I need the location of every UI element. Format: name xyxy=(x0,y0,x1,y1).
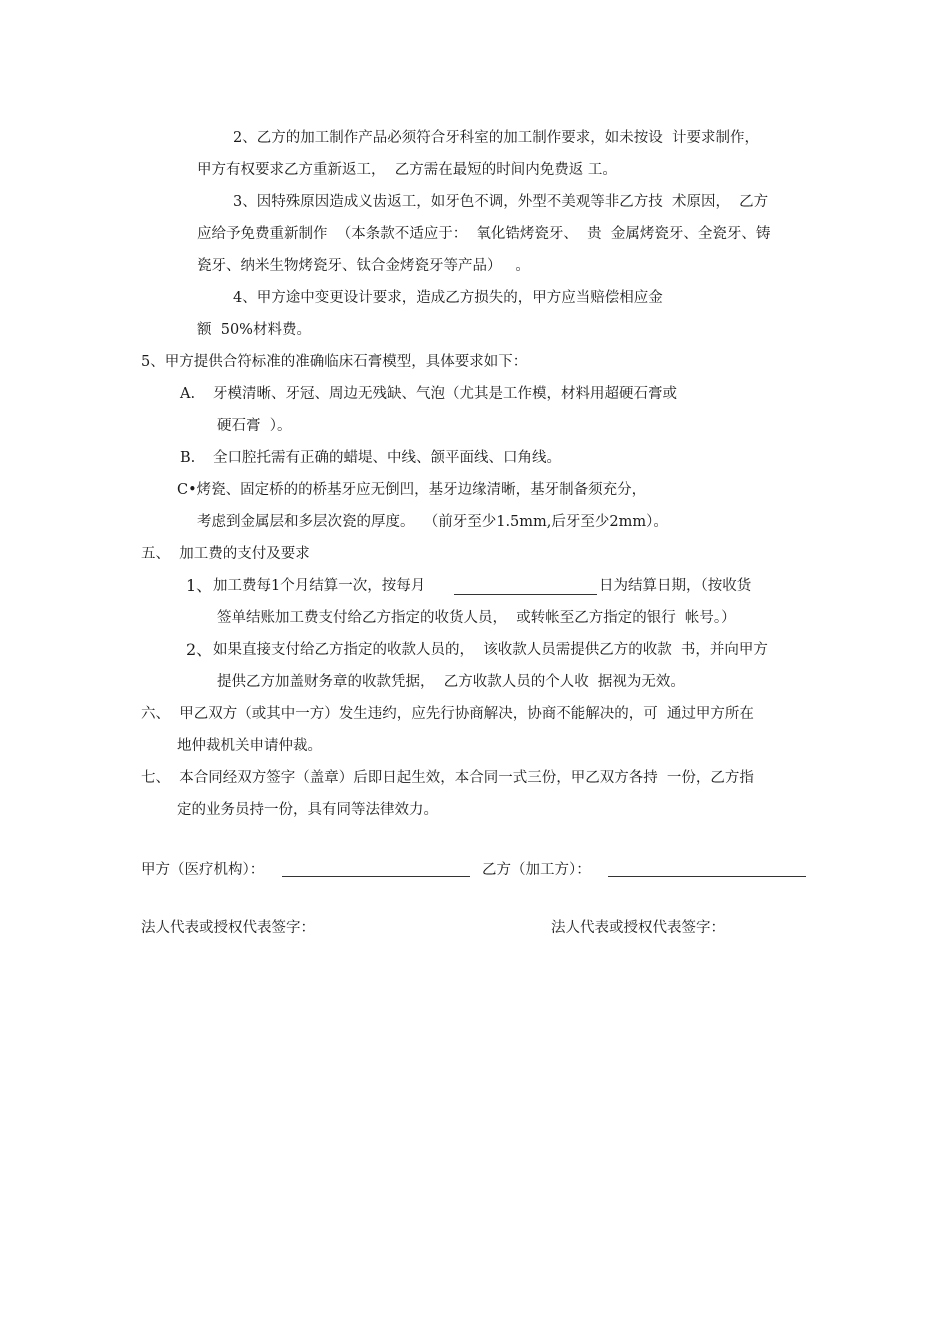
item-a-line-1: 牙模清晰、牙冠、周边无残缺、气泡（尤其是工作模，材料用超硬石膏或 xyxy=(213,386,677,402)
party-a-signature-line[interactable] xyxy=(282,876,470,877)
section-5-heading: 五、 加工费的支付及要求 xyxy=(141,546,310,562)
clause-3-line-3: 瓷牙、纳米生物烤瓷牙、钛合金烤瓷牙等产品） 。 xyxy=(197,258,530,274)
item-c-line-1: C•烤瓷、固定桥的的桥基牙应无倒凹，基牙边缘清晰，基牙制备须充分， xyxy=(177,482,647,498)
clause-4-line-2: 额 50%材料费。 xyxy=(197,322,311,338)
item-b-line-1: 全口腔托需有正确的蜡堤、中线、颌平面线、口角线。 xyxy=(213,450,561,466)
party-a-representative-label: 法人代表或授权代表签字： xyxy=(141,920,315,936)
payment-item-1-line-2: 签单结账加工费支付给乙方指定的收货人员， 或转帐至乙方指定的银行 帐号。） xyxy=(217,610,736,626)
payment-item-1-line-1-end: 日为结算日期，（按收货 xyxy=(599,578,752,594)
item-a-line-2: 硬石膏 ）。 xyxy=(217,418,292,434)
clause-4-line-1: 4、甲方途中变更设计要求，造成乙方损失的，甲方应当赔偿相应金 xyxy=(233,290,663,306)
payment-item-2-line-2: 提供乙方加盖财务章的收款凭据， 乙方收款人员的个人收 据视为无效。 xyxy=(217,674,685,690)
settlement-day-blank[interactable] xyxy=(454,594,597,595)
party-a-label: 甲方（医疗机构）： xyxy=(141,862,265,878)
clause-3-line-1: 3、因特殊原因造成义齿返工，如牙色不调，外型不美观等非乙方技 术原因， 乙方 xyxy=(233,194,769,210)
item-b-marker: B. xyxy=(180,450,196,466)
section-7-line-2: 定的业务员持一份，具有同等法律效力。 xyxy=(177,802,438,818)
clause-2-line-2: 甲方有权要求乙方重新返工， 乙方需在最短的时间内免费返 工。 xyxy=(197,162,617,178)
party-b-label: 乙方（加工方）： xyxy=(482,862,591,878)
payment-item-2-number: 2、 xyxy=(186,640,213,659)
payment-item-1-line-1: 加工费每1个月结算一次，按每月 xyxy=(213,578,426,594)
party-b-representative-label: 法人代表或授权代表签字： xyxy=(551,920,725,936)
section-6-line-2: 地仲裁机关申请仲裁。 xyxy=(177,738,322,754)
payment-item-2-line-1: 如果直接支付给乙方指定的收款人员的， 该收款人员需提供乙方的收款 书，并向甲方 xyxy=(213,642,768,658)
section-6-line-1: 六、 甲乙双方（或其中一方）发生违约，应先行协商解决，协商不能解决的，可 通过甲方所在 xyxy=(141,706,754,722)
party-b-signature-line[interactable] xyxy=(608,876,806,877)
clause-3-line-2: 应给予免费重新制作 （本条款不适应于： 氧化锆烤瓷牙、 贵 金属烤瓷牙、全瓷牙、铸 xyxy=(197,226,771,242)
clause-2-line-1: 2、乙方的加工制作产品必须符合牙科室的加工制作要求，如未按设 计要求制作， xyxy=(233,130,759,146)
clause-5-line-1: 5、甲方提供合符标准的准确临床石膏模型，具体要求如下： xyxy=(141,354,528,370)
item-c-line-2: 考虑到金属层和多层次瓷的厚度。 （前牙至少1.5mm,后牙至少2mm）。 xyxy=(197,514,668,530)
payment-item-1-number: 1、 xyxy=(186,576,213,595)
section-7-line-1: 七、 本合同经双方签字（盖章）后即日起生效，本合同一式三份，甲乙双方各持 一份，乙方指 xyxy=(141,770,754,786)
item-a-marker: A. xyxy=(180,386,196,402)
